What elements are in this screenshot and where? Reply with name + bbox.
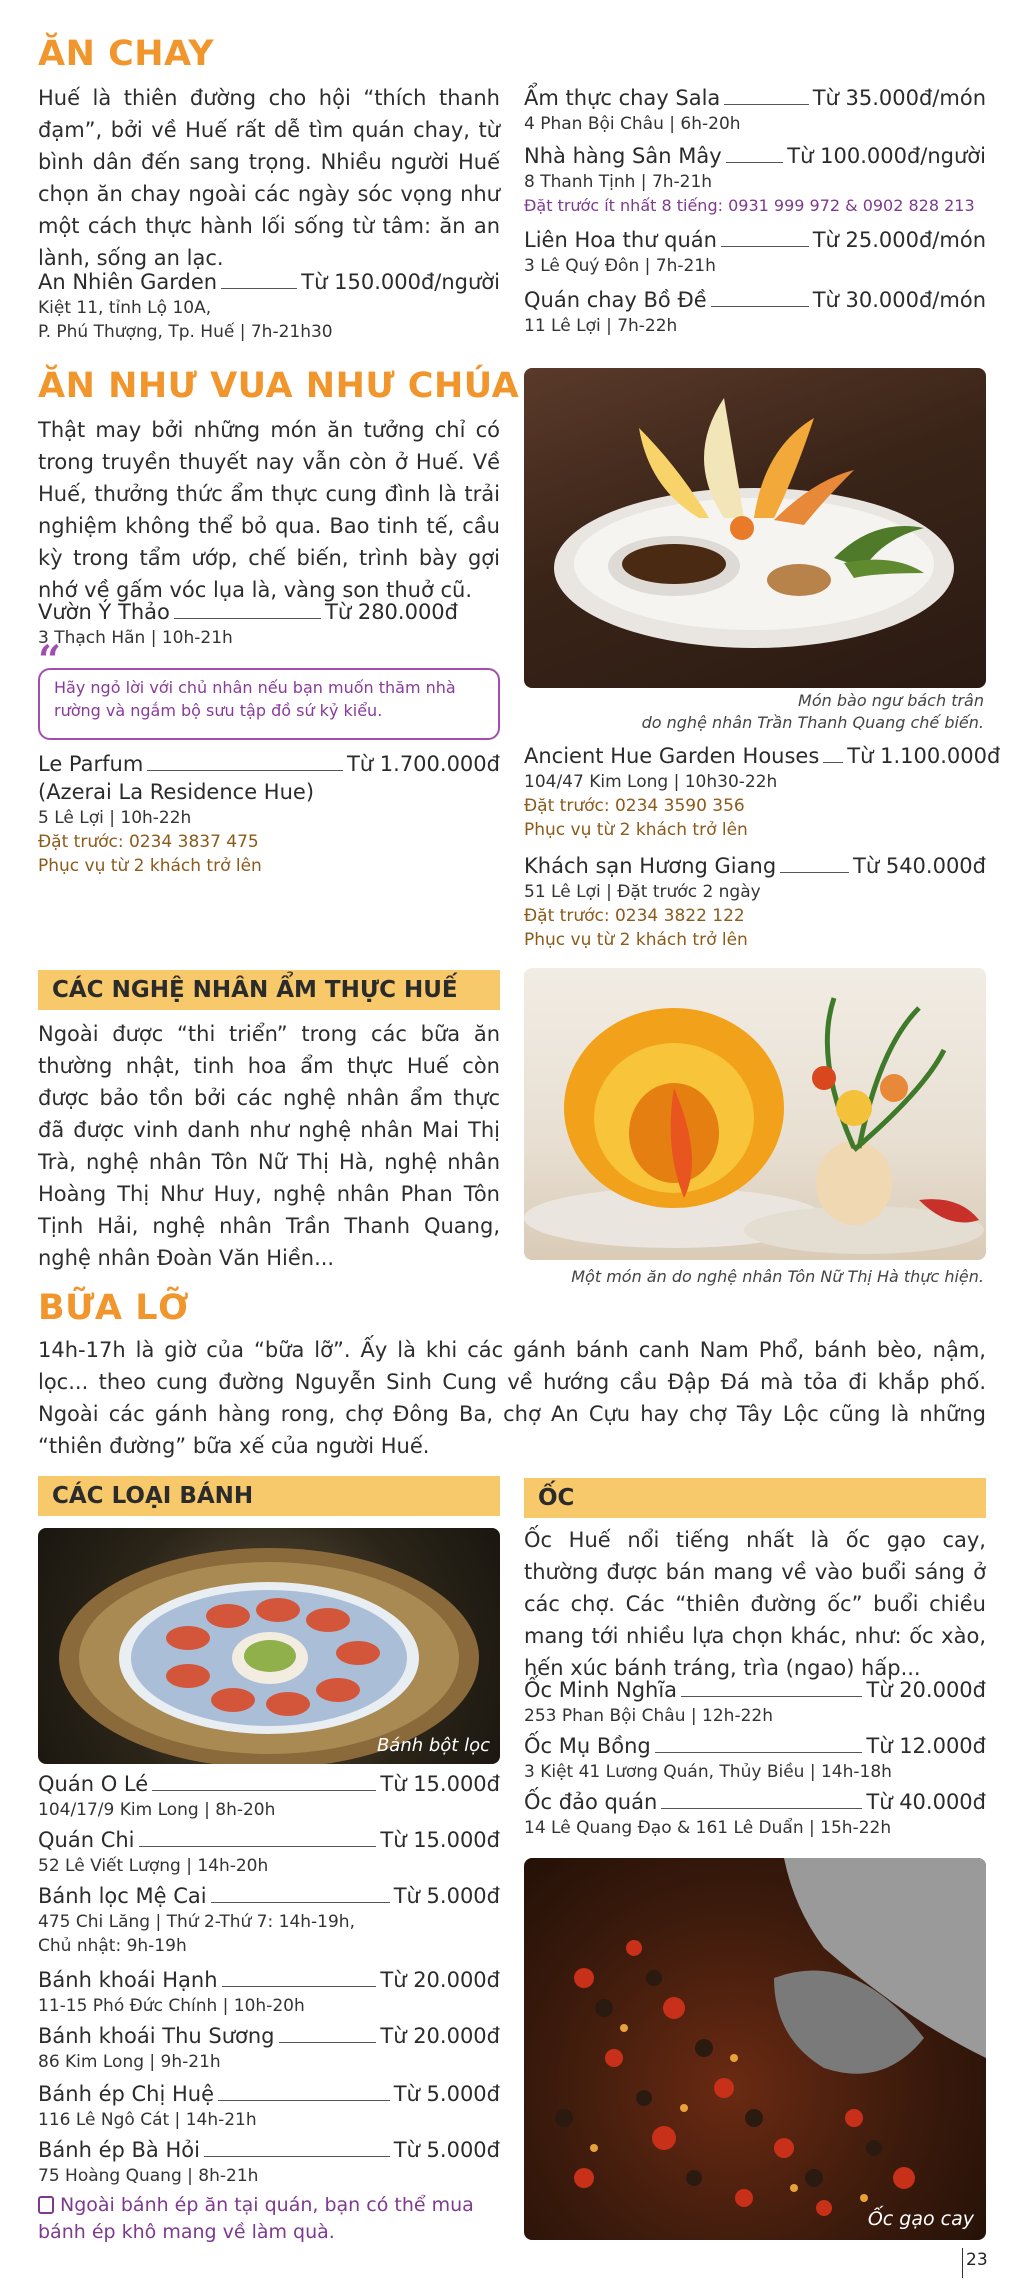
oc-title: ỐC bbox=[538, 1485, 575, 1511]
oc-photo-label: Ốc gạo cay bbox=[867, 2208, 974, 2230]
gift-note-line-1: Ngoài bánh ép ăn tại quán, bạn có thể mua bbox=[60, 2194, 474, 2216]
caption-line-2: do nghệ nhân Trần Thanh Quang chế biến. bbox=[641, 713, 984, 732]
listing-thu-suong bbox=[38, 2022, 500, 2074]
listing-booking: Đặt trước: 0234 3590 356 bbox=[524, 796, 745, 816]
listing-address: 52 Lê Viết Lượng | 14h-20h bbox=[38, 1856, 269, 1876]
listing-name: Ốc Minh Nghĩa bbox=[524, 1678, 678, 1702]
listing-price: Từ 280.000đ bbox=[325, 600, 458, 624]
listing-an-nhien bbox=[38, 268, 500, 344]
banh-photo-label: Bánh bột lọc bbox=[376, 1735, 490, 1756]
listing-vuon-y-thao bbox=[38, 598, 458, 650]
listing-hours: P. Phú Thượng, Tp. Huế | 7h-21h30 bbox=[38, 322, 333, 342]
banh-illustration bbox=[38, 1528, 500, 1764]
listing-le-parfum bbox=[38, 750, 500, 878]
listing-quan-chi bbox=[38, 1826, 500, 1878]
listing-service: Phục vụ từ 2 khách trở lên bbox=[524, 820, 748, 840]
listing-address: 475 Chi Lăng | Thứ 2-Thứ 7: 14h-19h, bbox=[38, 1912, 355, 1932]
listing-price: Từ 150.000đ/người bbox=[301, 270, 500, 294]
listing-name: Vườn Ý Thảo bbox=[38, 600, 170, 624]
listing-name: Quán chay Bồ Đề bbox=[524, 288, 707, 312]
banh-bot-loc-photo bbox=[38, 1528, 500, 1764]
abalone-caption bbox=[524, 690, 984, 734]
abalone-dish-illustration bbox=[524, 368, 986, 688]
oc-text: Ốc Huế nổi tiếng nhất là ốc gạo cay, thường được bán mang về vào buổi sáng ở các chợ. Các “thiên đường ốc” buổi chiều mang tới nhiều lựa chọn khác, như: ốc xào, hến xúc bánh tráng, trìa (ngao) hấp... bbox=[524, 1528, 986, 1680]
listing-name: Khách sạn Hương Giang bbox=[524, 854, 777, 878]
listing-address: 3 Thạch Hãn | 10h-21h bbox=[38, 628, 233, 648]
listing-khoai-hanh bbox=[38, 1966, 500, 2018]
listing-name: Ancient Hue Garden Houses bbox=[524, 744, 820, 768]
listing-hours: Chủ nhật: 9h-19h bbox=[38, 1936, 187, 1956]
nghe-nhan-text: Ngoài được “thi triển” trong các bữa ăn thường nhật, tinh hoa ẩm thực Huế còn được bảo tồn bởi các nghệ nhân ẩm thực đã được vinh danh như nghệ nhân Mai Thị Trà, nghệ nhân Tôn Nữ Thị Hà, nghệ nhân Hoàng Thị Như Huy, nghệ nhân Phan Tôn Tịnh Hải, nghệ nhân Trần Thanh Quang, nghệ nhân Đoàn Văn Hiền... bbox=[38, 1022, 500, 1270]
listing-address: 11 Lê Lợi | 7h-22h bbox=[524, 316, 678, 336]
listing-price: Từ 100.000đ/người bbox=[787, 144, 986, 168]
listing-address: 3 Lê Quý Đôn | 7h-21h bbox=[524, 256, 716, 276]
bua-lo-text: 14h-17h là giờ của “bữa lỡ”. Ấy là khi các gánh bánh canh Nam Phổ, bánh bèo, nậm, lọc... theo cung đường Nguyễn Sinh Cung về hướng cầu Đập Đá mà tỏa đi khắp phố. Ngoài các gánh hàng rong, chợ Đông Ba, chợ An Cựu hay chợ Tây Lộc cũng là những “thiên đường” bữa xế của người Huế. bbox=[38, 1338, 986, 1458]
listing-service: Phục vụ từ 2 khách trở lên bbox=[38, 856, 262, 876]
listing-name: Bánh ép Chị Huệ bbox=[38, 2082, 214, 2106]
listing-address: 8 Thanh Tịnh | 7h-21h bbox=[524, 172, 713, 192]
listing-price: Từ 1.700.000đ bbox=[346, 752, 500, 776]
peacock-illustration bbox=[524, 968, 986, 1260]
listing-me-cai bbox=[38, 1882, 500, 1958]
listing-ancient-hue bbox=[524, 742, 1001, 842]
listing-price: Từ 40.000đ bbox=[866, 1790, 986, 1814]
an-chay-text: Huế là thiên đường cho hội “thích thanh đạm”, bởi về Huế rất dễ tìm quán chay, từ bình dân đến sang trọng. Nhiều người Huế chọn ăn chay ngoài các ngày sóc vọng như một cách thực hành lối sống từ tâm: ăn an lành, sống an lạc. bbox=[38, 86, 500, 270]
gift-icon bbox=[38, 2196, 54, 2214]
listing-price: Từ 1.100.000đ bbox=[847, 744, 1001, 768]
nghe-nhan-band bbox=[38, 970, 500, 1010]
oc-gao-cay-photo bbox=[524, 1858, 986, 2240]
vua-chua-text: Thật may bởi những món ăn tưởng chỉ có trong truyền thuyết nay vẫn còn ở Huế. Về Huế, thưởng thức ẩm thực cung đình là trải nghiệm không thể bỏ qua. Bao tinh tế, cầu kỳ trong tẩm ướp, chế biến, trình bày gợi nhớ về gấm vóc lụa là, vàng son thuở cũ. bbox=[38, 418, 500, 602]
listing-address: 11-15 Phó Đức Chính | 10h-20h bbox=[38, 1996, 305, 2016]
listing-address: 14 Lê Quang Đạo & 161 Lê Duẩn | 15h-22h bbox=[524, 1818, 892, 1838]
abalone-dish-photo bbox=[524, 368, 986, 688]
listing-address: 51 Lê Lợi | Đặt trước 2 ngày bbox=[524, 882, 761, 902]
listing-name: Bánh ép Bà Hỏi bbox=[38, 2138, 200, 2162]
listing-chi-hue bbox=[38, 2080, 500, 2132]
listing-bo-de bbox=[524, 286, 986, 338]
listing-price: Từ 30.000đ/món bbox=[812, 288, 986, 312]
listing-price: Từ 25.000đ/món bbox=[812, 228, 986, 252]
listing-address: 4 Phan Bội Châu | 6h-20h bbox=[524, 114, 741, 134]
banh-title: CÁC LOẠI BÁNH bbox=[52, 1483, 254, 1509]
banh-band bbox=[38, 1476, 500, 1516]
listing-price: Từ 20.000đ bbox=[380, 1968, 500, 1992]
quote-mark: “ bbox=[38, 637, 62, 684]
listing-ba-hoi bbox=[38, 2136, 500, 2188]
listing-name: Ốc đảo quán bbox=[524, 1790, 658, 1814]
listing-booking: Đặt trước: 0234 3837 475 bbox=[38, 832, 259, 852]
listing-mu-bong bbox=[524, 1732, 986, 1784]
listing-price: Từ 15.000đ bbox=[380, 1772, 500, 1796]
an-chay-title: ĂN CHAY bbox=[38, 34, 215, 74]
listing-address: 116 Lê Ngô Cát | 14h-21h bbox=[38, 2110, 257, 2130]
listing-booking: Đặt trước: 0234 3822 122 bbox=[524, 906, 745, 926]
listing-address: 75 Hoàng Quang | 8h-21h bbox=[38, 2166, 259, 2186]
listing-service: Phục vụ từ 2 khách trở lên bbox=[524, 930, 748, 950]
tip-text: Hãy ngỏ lời với chủ nhân nếu bạn muốn thăm nhà rường và ngắm bộ sưu tập đồ sứ kỷ kiểu. bbox=[54, 678, 456, 720]
listing-address: 253 Phan Bội Châu | 12h-22h bbox=[524, 1706, 773, 1726]
listing-booking: Đặt trước ít nhất 8 tiếng: 0931 999 972 & 0902 828 213 bbox=[524, 196, 975, 215]
listing-price: Từ 5.000đ bbox=[393, 2138, 500, 2162]
listing-name: Ẩm thực chay Sala bbox=[524, 86, 721, 110]
listing-name: Le Parfum bbox=[38, 752, 144, 776]
listing-address: 3 Kiệt 41 Lương Quán, Thủy Biều | 14h-18h bbox=[524, 1762, 892, 1782]
listing-name: Bánh khoái Thu Sương bbox=[38, 2024, 275, 2048]
bua-lo-title: BỮA LỠ bbox=[38, 1288, 190, 1328]
listing-name-secondary: (Azerai La Residence Hue) bbox=[38, 780, 315, 804]
listing-price: Từ 540.000đ bbox=[853, 854, 986, 878]
listing-san-may bbox=[524, 142, 986, 218]
listing-price: Từ 20.000đ bbox=[380, 2024, 500, 2048]
oc-band bbox=[524, 1478, 986, 1518]
peacock-caption: Một món ăn do nghệ nhân Tôn Nữ Thị Hà thực hiện. bbox=[571, 1267, 984, 1286]
listing-address: 104/17/9 Kim Long | 8h-20h bbox=[38, 1800, 276, 1820]
listing-price: Từ 20.000đ bbox=[866, 1678, 986, 1702]
listing-name: Nhà hàng Sân Mây bbox=[524, 144, 722, 168]
gift-note bbox=[38, 2192, 508, 2246]
listing-oc-dao bbox=[524, 1788, 986, 1840]
listing-name: Liên Hoa thư quán bbox=[524, 228, 717, 252]
listing-address: 86 Kim Long | 9h-21h bbox=[38, 2052, 221, 2072]
listing-huong-giang bbox=[524, 852, 986, 952]
caption-line-1: Món bào ngư bách trân bbox=[798, 691, 984, 710]
listing-name: Quán Chi bbox=[38, 1828, 135, 1852]
listing-lien-hoa bbox=[524, 226, 986, 278]
listing-address: Kiệt 11, tỉnh Lộ 10A, bbox=[38, 298, 212, 318]
vua-chua-title: ĂN NHƯ VUA NHƯ CHÚA bbox=[38, 366, 520, 406]
tip-box bbox=[38, 668, 500, 740]
listing-price: Từ 5.000đ bbox=[393, 1884, 500, 1908]
listing-sala bbox=[524, 84, 986, 136]
listing-price: Từ 12.000đ bbox=[866, 1734, 986, 1758]
listing-address: 5 Lê Lợi | 10h-22h bbox=[38, 808, 192, 828]
listing-name: Quán O Lé bbox=[38, 1772, 149, 1796]
listing-o-le bbox=[38, 1770, 500, 1822]
listing-name: An Nhiên Garden bbox=[38, 270, 218, 294]
carved-peacock-photo bbox=[524, 968, 986, 1260]
page-number-rule bbox=[962, 2248, 963, 2278]
listing-price: Từ 35.000đ/món bbox=[812, 86, 986, 110]
gift-note-line-2: bánh ép khô mang về làm quà. bbox=[38, 2221, 335, 2243]
listing-minh-nghia bbox=[524, 1676, 986, 1728]
listing-price: Từ 15.000đ bbox=[380, 1828, 500, 1852]
listing-name: Bánh khoái Hạnh bbox=[38, 1968, 218, 1992]
page-number: 23 bbox=[966, 2250, 988, 2270]
listing-address: 104/47 Kim Long | 10h30-22h bbox=[524, 772, 778, 792]
nghe-nhan-title: CÁC NGHỆ NHÂN ẨM THỰC HUẾ bbox=[52, 977, 458, 1003]
snail-illustration bbox=[524, 1858, 986, 2240]
listing-name: Ốc Mụ Bồng bbox=[524, 1734, 651, 1758]
listing-name: Bánh lọc Mệ Cai bbox=[38, 1884, 207, 1908]
listing-price: Từ 5.000đ bbox=[393, 2082, 500, 2106]
